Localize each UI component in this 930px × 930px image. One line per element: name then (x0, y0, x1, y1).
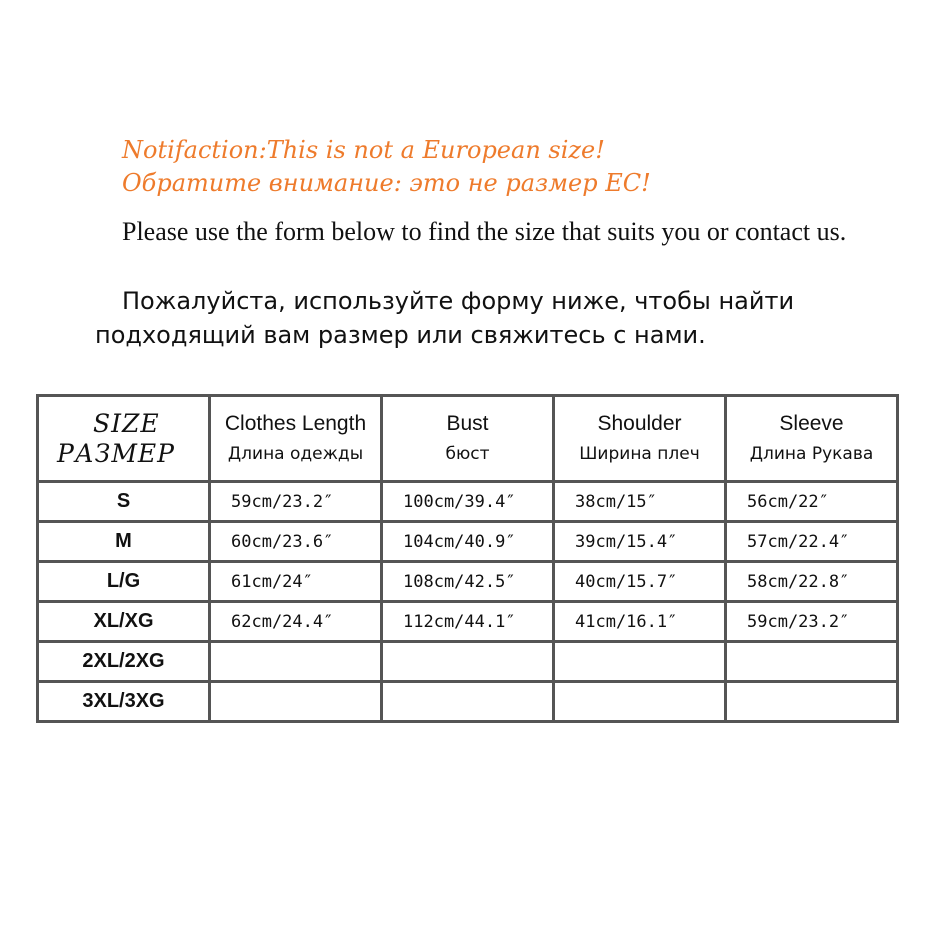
sleeve-cell: 58cm/22.8″ (726, 562, 898, 602)
size-chart-table (36, 394, 899, 723)
sleeve-cell (726, 682, 898, 722)
header-label-ru: Длина Рукава (749, 443, 874, 464)
sleeve-cell: 59cm/23.2″ (726, 602, 898, 642)
shoulder-cell: 41cm/16.1″ (554, 602, 726, 642)
header-label-en: Clothes Length (224, 411, 367, 435)
shoulder-cell: 38cm/15″ (554, 482, 726, 522)
notice-line-ru: Обратите внимание: это не размер ЕС! (122, 169, 651, 197)
shoulder-cell: 39cm/15.4″ (554, 522, 726, 562)
bust-cell: 100cm/39.4″ (382, 482, 554, 522)
header-label-ru: Ширина плеч (579, 443, 700, 464)
clothes-length-cell: 62cm/24.4″ (210, 602, 382, 642)
shoulder-cell (554, 682, 726, 722)
table-row (38, 562, 898, 602)
bust-cell: 104cm/40.9″ (382, 522, 554, 562)
size-label-ru: РАЗМЕР (57, 438, 175, 468)
size-cell: XL/XG (38, 602, 210, 642)
shoulder-cell (554, 642, 726, 682)
table-row (38, 602, 898, 642)
size-column-header (38, 396, 210, 482)
header-sleeve (726, 396, 898, 482)
header-label-ru: Длина одежды (227, 443, 364, 464)
table-row (38, 522, 898, 562)
header-row (38, 396, 898, 482)
bust-cell (382, 682, 554, 722)
size-label-en: SIZE (93, 408, 160, 438)
size-cell: S (38, 482, 210, 522)
sleeve-cell: 56cm/22″ (726, 482, 898, 522)
header-label-en: Bust (446, 411, 489, 435)
header-label-ru: бюст (445, 443, 490, 464)
shoulder-cell: 40cm/15.7″ (554, 562, 726, 602)
bust-cell: 112cm/44.1″ (382, 602, 554, 642)
intro-text-en: Please use the form below to find the size that suits you or contact us. (122, 217, 847, 246)
clothes-length-cell: 59cm/23.2″ (210, 482, 382, 522)
table-row (38, 682, 898, 722)
size-cell: 3XL/3XG (38, 682, 210, 722)
bust-cell: 108cm/42.5″ (382, 562, 554, 602)
clothes-length-cell (210, 682, 382, 722)
header-clothes-length (210, 396, 382, 482)
size-cell: L/G (38, 562, 210, 602)
size-cell: 2XL/2XG (38, 642, 210, 682)
bust-cell (382, 642, 554, 682)
size-cell: M (38, 522, 210, 562)
clothes-length-cell: 60cm/23.6″ (210, 522, 382, 562)
clothes-length-cell (210, 642, 382, 682)
header-shoulder (554, 396, 726, 482)
header-label-en: Sleeve (779, 411, 844, 435)
header-bust (382, 396, 554, 482)
sleeve-cell (726, 642, 898, 682)
notice-line-en: Notifaction:This is not a European size! (122, 136, 605, 164)
intro-text-ru: Пожалуйста, используйте форму ниже, чтобы найти подходящий вам размер или свяжитесь с нами. (95, 287, 795, 349)
size-notification (122, 134, 651, 200)
clothes-length-cell: 61cm/24″ (210, 562, 382, 602)
header-label-en: Shoulder (597, 411, 682, 435)
table-row (38, 642, 898, 682)
sleeve-cell: 57cm/22.4″ (726, 522, 898, 562)
table-row (38, 482, 898, 522)
